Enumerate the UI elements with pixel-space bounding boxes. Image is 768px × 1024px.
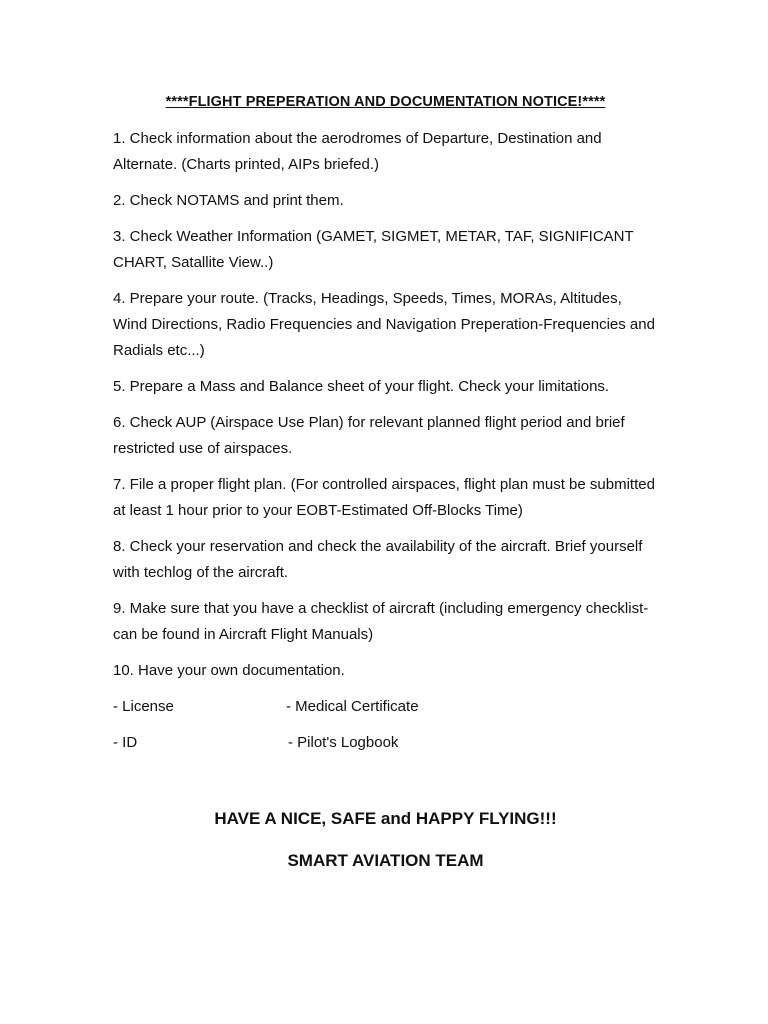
closing-line: HAVE A NICE, SAFE and HAPPY FLYING!!! bbox=[214, 809, 557, 828]
checklist-item-9: 9. Make sure that you have a checklist of aircraft (including emergency checklist-can be found in Aircraft Flight Manuals) bbox=[113, 600, 649, 643]
doc-license: - License bbox=[113, 698, 174, 715]
notice-title: ****FLIGHT PREPERATION AND DOCUMENTATION NOTICE!**** bbox=[165, 94, 606, 110]
doc-id: - ID bbox=[113, 734, 138, 751]
documentation-row-1 bbox=[113, 694, 658, 720]
checklist-item-8: 8. Check your reservation and check the availability of the aircraft. Brief yourself with techlog of the aircraft. bbox=[113, 538, 643, 581]
checklist-item-6: 6. Check AUP (Airspace Use Plan) for relevant planned flight period and brief restricted use of airspaces. bbox=[113, 414, 625, 457]
checklist-item-3: 3. Check Weather Information (GAMET, SIGMET, METAR, TAF, SIGNIFICANT CHART, Satallite View..) bbox=[113, 228, 634, 271]
checklist-item-4: 4. Prepare your route. (Tracks, Headings, Speeds, Times, MORAs, Altitudes, Wind Directions, Radio Frequencies and Navigation Preperation-Frequencies and Radials etc...) bbox=[113, 290, 655, 359]
checklist-item-10: 10. Have your own documentation. bbox=[113, 662, 345, 679]
doc-medical-certificate: - Medical Certificate bbox=[286, 698, 419, 715]
signature: SMART AVIATION TEAM bbox=[287, 851, 484, 870]
checklist-item-1: 1. Check information about the aerodromes of Departure, Destination and Alternate. (Charts printed, AIPs briefed.) bbox=[113, 130, 602, 173]
checklist-item-2: 2. Check NOTAMS and print them. bbox=[113, 192, 344, 209]
checklist-item-7: 7. File a proper flight plan. (For controlled airspaces, flight plan must be submitted at least 1 hour prior to your EOBT-Estimated Off-Blocks Time) bbox=[113, 476, 655, 519]
checklist-item-5: 5. Prepare a Mass and Balance sheet of your flight. Check your limitations. bbox=[113, 378, 610, 395]
documentation-row-2 bbox=[113, 730, 658, 756]
doc-pilots-logbook: - Pilot's Logbook bbox=[288, 734, 399, 751]
